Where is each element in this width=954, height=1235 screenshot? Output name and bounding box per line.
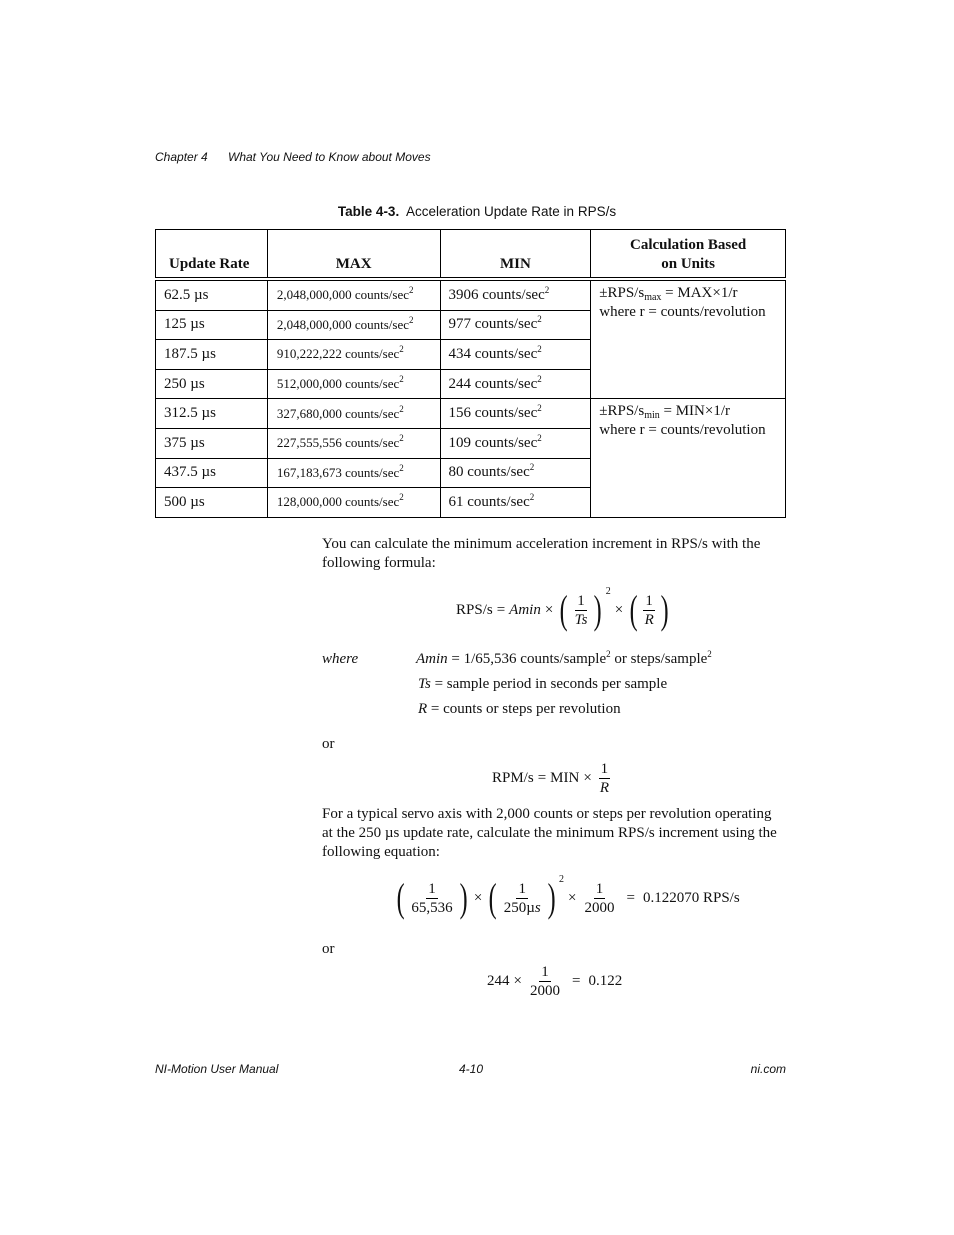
table-row (156, 399, 786, 429)
page-number: 4-10 (459, 1062, 484, 1076)
table-caption-text: Acceleration Update Rate in RPS/s (405, 204, 617, 219)
footer-website: ni.com (750, 1062, 786, 1076)
rate-cell: 500 µs (156, 488, 268, 518)
def-ts: Ts = sample period in seconds per sample (418, 676, 668, 692)
calc-max-cell: $\pm RPS/s_{max} = MAX\times 1/r$ where r = counts/revolution (591, 279, 786, 399)
rate-cell: 312.5 µs (156, 399, 268, 429)
intro-paragraph: You can calculate the minimum acceleration increment in RPS/s with the following formula: (322, 536, 761, 571)
min-cell: 3906 counts/$\sec^2$ (440, 279, 591, 310)
max-cell: 512,000,000 counts/$\sec^2$ (267, 369, 440, 399)
result-equation: 244 × $\frac{1}{2000}$ = 0.122 (487, 964, 623, 999)
header-min: MIN (440, 230, 591, 280)
rpm-formula: RPM/s = MIN × $\frac{1}{R}$ (492, 761, 609, 796)
or-text: or (322, 736, 335, 752)
max-cell: 227,555,556 counts/$\sec^2$ (267, 428, 440, 458)
header-update-rate: Update Rate (156, 230, 268, 280)
max-cell: 167,183,673 counts/$\sec^2$ (267, 458, 440, 488)
chapter-label: Chapter 4 (155, 150, 208, 164)
header-max: MAX (267, 230, 440, 280)
rate-cell: 375 µs (156, 428, 268, 458)
rps-formula: RPS/s = Amin × ( $\frac{1}{Ts}$ ) 2 × ( $\frac{1}{R}$ ) (456, 586, 669, 632)
where-label: where (322, 651, 359, 667)
rate-cell: 437.5 µs (156, 458, 268, 488)
header-calculation (591, 230, 786, 280)
rate-cell: 187.5 µs (156, 340, 268, 370)
table-caption (0, 204, 954, 219)
min-cell: 244 counts/$\sec^2$ (440, 369, 591, 399)
example-paragraph: For a typical servo axis with 2,000 counts or steps per revolution operating at the 250 µs update rate, calculate the minimum RPS/s increment using the following equation: (322, 806, 777, 860)
rate-cell: 125 µs (156, 310, 268, 340)
min-cell: 109 counts/$\sec^2$ (440, 428, 591, 458)
min-cell: 434 counts/$\sec^2$ (440, 340, 591, 370)
max-cell: 910,222,222 counts/$\sec^2$ (267, 340, 440, 370)
def-r: R = counts or steps per revolution (418, 701, 621, 717)
table-header-row (156, 230, 786, 280)
acceleration-table (155, 229, 786, 518)
max-cell: 327,680,000 counts/$\sec^2$ (267, 399, 440, 429)
max-cell: 2,048,000,000 counts/$\sec^2$ (267, 279, 440, 310)
max-cell: 2,048,000,000 counts/$\sec^2$ (267, 310, 440, 340)
rate-cell: 250 µs (156, 369, 268, 399)
header-calculation-line1: Calculation Based (629, 237, 747, 253)
table-caption-label: Table 4-3. (337, 204, 400, 219)
calc-min-cell: $\pm RPS/s_{min} = MIN\times 1/r$ where r = counts/revolution (591, 399, 786, 517)
max-cell: 128,000,000 counts/$\sec^2$ (267, 488, 440, 518)
min-cell: 61 counts/$\sec^2$ (440, 488, 591, 518)
header-calculation-line2: on Units (661, 256, 716, 272)
min-cell: 156 counts/$\sec^2$ (440, 399, 591, 429)
footer-manual-title: NI-Motion User Manual (155, 1062, 279, 1076)
def-amin: Amin = 1/65,536 counts/sample$^2$ or steps/sample$^2$ (416, 649, 712, 667)
chapter-title: What You Need to Know about Moves (228, 150, 431, 164)
table-row (156, 279, 786, 310)
rate-cell: 62.5 µs (156, 279, 268, 310)
min-cell: 80 counts/$\sec^2$ (440, 458, 591, 488)
or-text: or (322, 941, 335, 957)
min-cell: 977 counts/$\sec^2$ (440, 310, 591, 340)
example-equation: ( $\frac{1}{65,536}$ ) × ( $\frac{1}{\text{250µs}}$ ) 2 × $\frac{1}{2000}$ = 0.122070 RPS/s (396, 874, 740, 920)
